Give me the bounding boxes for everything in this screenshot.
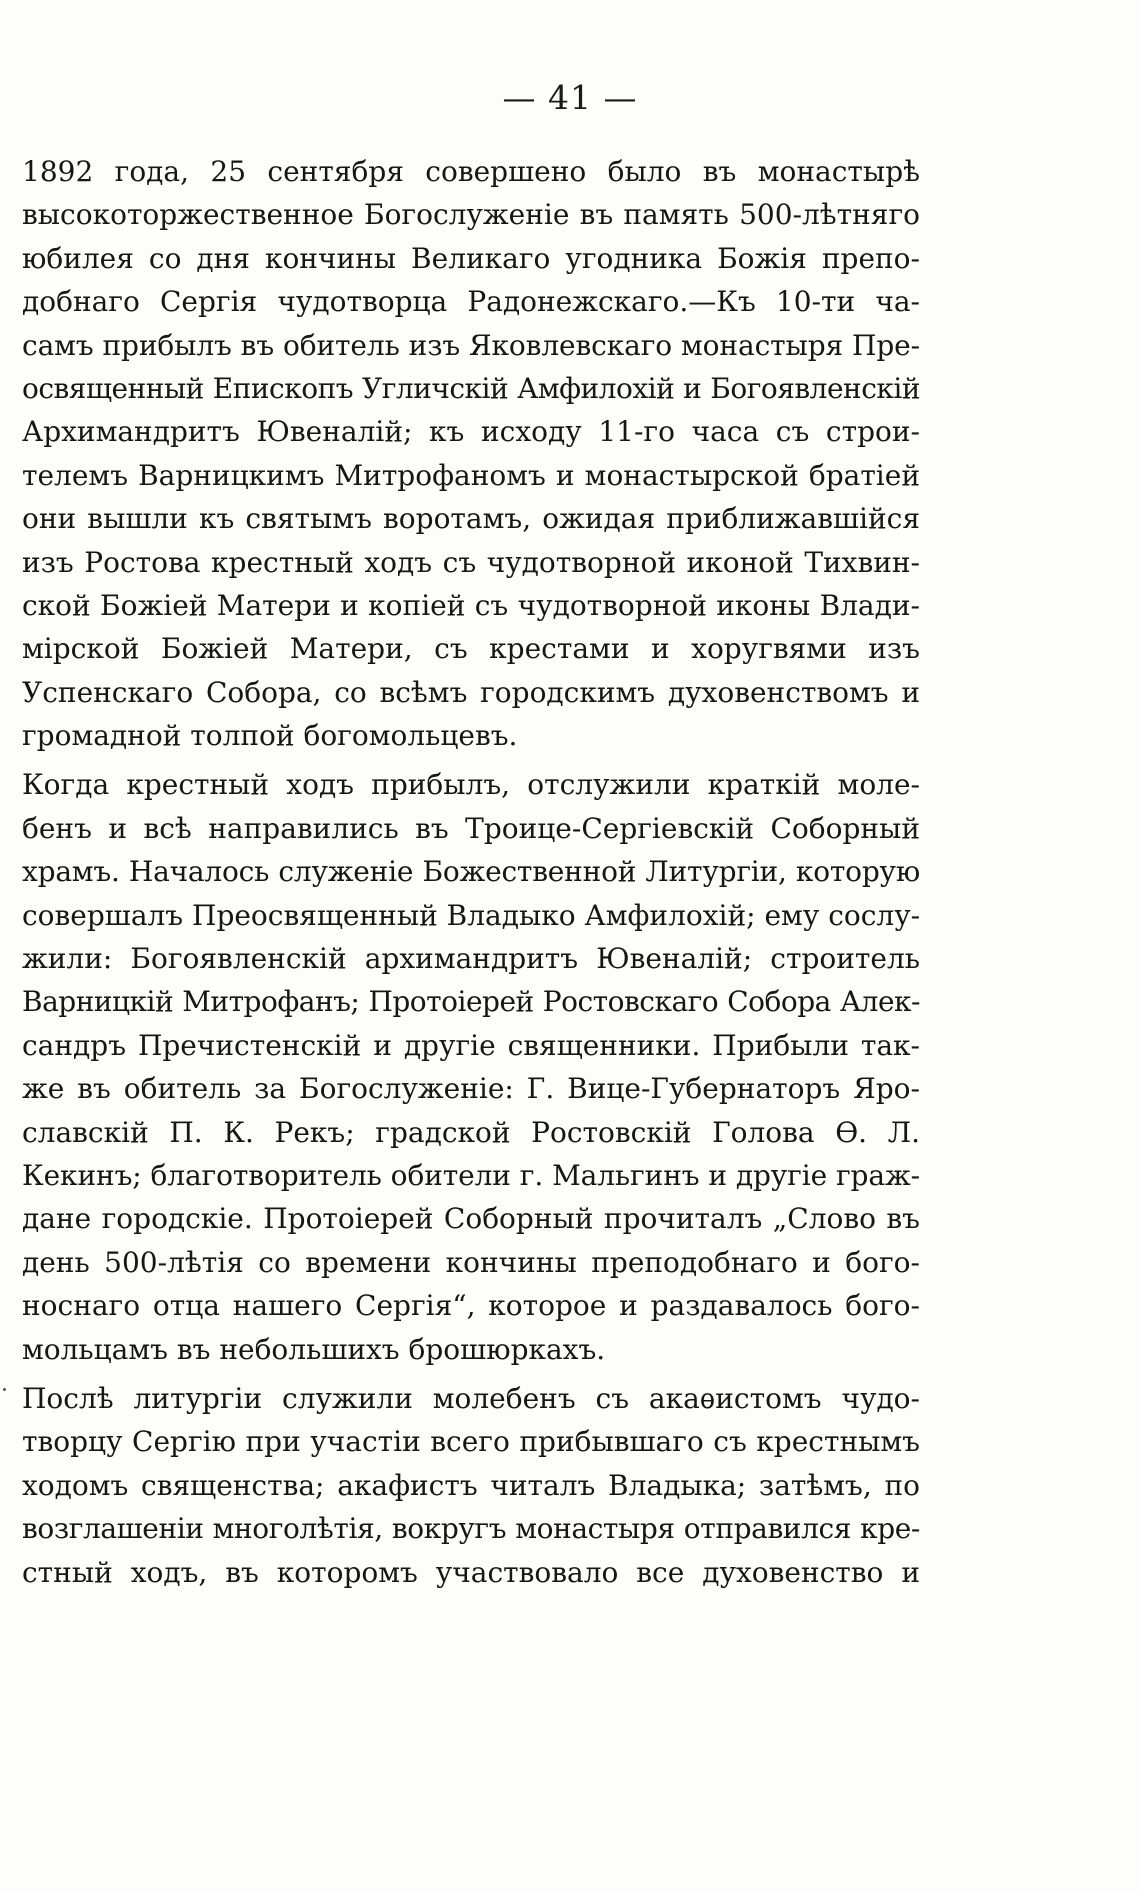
text-line: мольцамъ въ небольшихъ брошюркахъ. bbox=[22, 1332, 606, 1366]
paragraph-1 bbox=[22, 150, 920, 757]
text-line: ходомъ священства; акафистъ читалъ Владыка; затѣмъ, по bbox=[22, 1468, 920, 1502]
text-line: храмъ. Началось служеніе Божественной Литургіи, которую bbox=[22, 855, 920, 889]
text-line: бенъ и всѣ направились въ Троице-Сергіевскій Соборный bbox=[22, 811, 920, 845]
text-line: творцу Сергію при участіи всего прибывшаго съ крестнымъ bbox=[22, 1425, 920, 1459]
text-line: Кекинъ; благотворитель обители г. Мальгинъ и другіе граж- bbox=[22, 1158, 920, 1192]
text-line: телемъ Варницкимъ Митрофаномъ и монастырской братіей bbox=[22, 458, 920, 492]
text-line: Архимандритъ Ювеналій; къ исходу 11-го часа съ строи- bbox=[22, 415, 920, 449]
text-line: ской Божіей Матери и копіей съ чудотворной иконы Влади- bbox=[22, 588, 920, 622]
text-line: высокоторжественное Богослуженіе въ память 500-лѣтняго bbox=[22, 198, 920, 232]
text-line: носнаго отца нашего Сергія“, которое и раздавалось бого- bbox=[22, 1289, 920, 1323]
text-line: Успенскаго Собора, со всѣмъ городскимъ духовенствомъ и bbox=[22, 675, 920, 709]
text-line: дане городскіе. Протоіерей Соборный прочиталъ „Слово въ bbox=[22, 1202, 920, 1236]
text-line: Послѣ литургіи служили молебенъ съ акаѳистомъ чудо- bbox=[22, 1381, 920, 1415]
text-line: освященный Епископъ Угличскій Амфилохій и Богоявленскій bbox=[22, 371, 920, 405]
paragraph-3 bbox=[22, 1377, 920, 1594]
page-number: — 41 — bbox=[502, 78, 638, 117]
text-line: мірской Божіей Матери, съ крестами и хоругвями изъ bbox=[22, 632, 920, 666]
text-line: самъ прибылъ въ обитель изъ Яковлевскаго монастыря Пре- bbox=[22, 328, 920, 362]
text-line: они вышли къ святымъ воротамъ, ожидая приближавшійся bbox=[22, 502, 920, 536]
text-line: Когда крестный ходъ прибылъ, отслужили краткій моле- bbox=[22, 768, 920, 802]
text-line: же въ обитель за Богослуженіе: Г. Вице-Губернаторъ Яро- bbox=[22, 1072, 920, 1106]
text-line: 1892 года, 25 сентября совершено было въ монастырѣ bbox=[22, 155, 920, 188]
text-line: жили: Богоявленскій архимандритъ Ювеналій; строитель bbox=[22, 942, 920, 976]
body-text bbox=[22, 150, 920, 1594]
text-line: громадной толпой богомольцевъ. bbox=[22, 719, 518, 753]
text-line: сандръ Пречистенскій и другіе священники. Прибыли так- bbox=[22, 1028, 920, 1062]
text-line: славскій П. К. Рекъ; градской Ростовскій Голова Ѳ. Л. bbox=[22, 1115, 920, 1149]
print-speck bbox=[3, 1388, 6, 1391]
paragraph-2 bbox=[22, 763, 920, 1370]
text-line: добнаго Сергія чудотворца Радонежскаго.—Къ 10-ти ча- bbox=[22, 285, 920, 319]
text-line: юбилея со дня кончины Великаго угодника Божія препо- bbox=[22, 241, 920, 275]
text-line: изъ Ростова крестный ходъ съ чудотворной иконой Тихвин- bbox=[22, 545, 920, 579]
text-line: день 500-лѣтія со времени кончины преподобнаго и бого- bbox=[22, 1245, 920, 1279]
text-line: совершалъ Преосвященный Владыко Амфилохій; ему сослу- bbox=[22, 898, 920, 932]
text-line: возглашеніи многолѣтія, вокругъ монастыря отправился кре- bbox=[22, 1512, 920, 1546]
text-line: стный ходъ, въ которомъ участвовало все духовенство и bbox=[22, 1555, 920, 1589]
text-line: Варницкій Митрофанъ; Протоіерей Ростовскаго Собора Алек- bbox=[22, 985, 920, 1019]
